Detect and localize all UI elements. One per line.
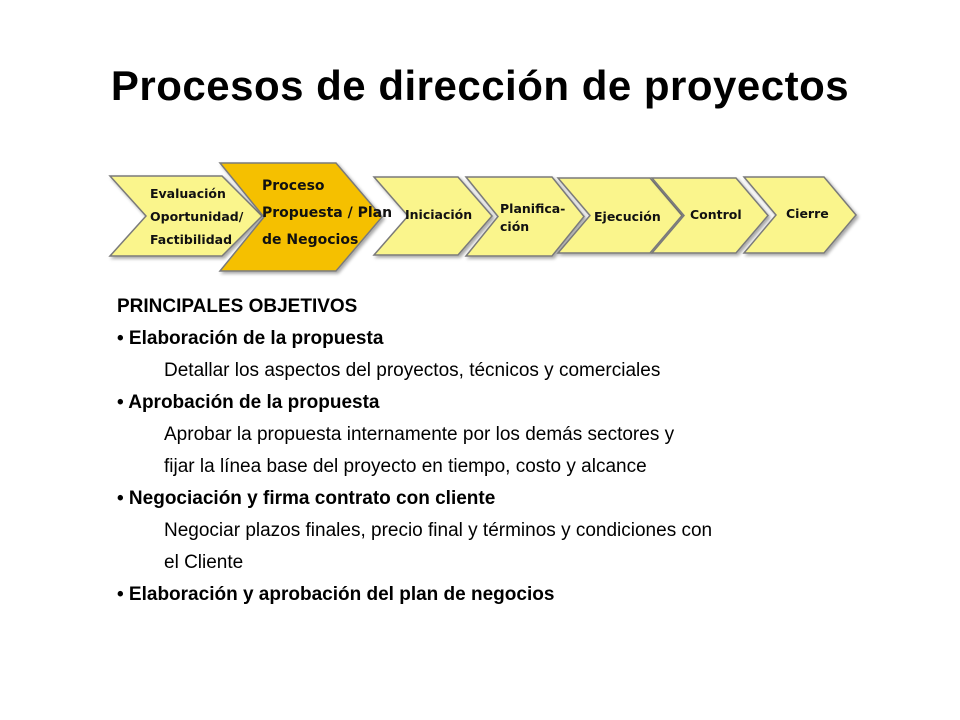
chevron-step-6-label: Control: [690, 207, 742, 222]
page-title: Procesos de dirección de proyectos: [110, 62, 850, 109]
chevron-step-2-label: de Negocios: [262, 232, 359, 248]
chevron-step-2-label: Proceso: [262, 178, 325, 194]
chevron-step-1-label: Factibilidad: [150, 232, 233, 247]
objective-item: [117, 579, 917, 611]
chevron-step-2-label: Propuesta / Plan: [262, 205, 393, 221]
objective-detail: fijar la línea base del proyecto en tiempo, costo y alcance: [164, 456, 647, 477]
objective-item: [117, 387, 917, 483]
objective-title: • Elaboración y aprobación del plan de negocios: [117, 584, 555, 605]
objective-detail: Detallar los aspectos del proyectos, técnicos y comerciales: [164, 360, 661, 381]
objective-title: • Negociación y firma contrato con cliente: [117, 488, 496, 509]
objective-detail: Aprobar la propuesta internamente por los demás sectores y: [164, 424, 675, 445]
chevron-step-1-label: Oportunidad/: [150, 209, 244, 224]
objectives-section: [117, 291, 917, 611]
objective-detail: el Cliente: [164, 552, 244, 573]
objective-title: • Aprobación de la propuesta: [117, 392, 380, 413]
objective-item: [117, 323, 917, 387]
process-chevron-diagram: [0, 0, 960, 290]
objective-title: • Elaboración de la propuesta: [117, 328, 384, 349]
chevron-step-7-label: Cierre: [786, 206, 829, 221]
chevron-step-4-label: Planifica-: [500, 201, 566, 216]
chevron-step-1-label: Evaluación: [150, 186, 226, 201]
chevron-step-3-label: Iniciación: [405, 207, 473, 222]
chevron-step-4-label: ción: [500, 219, 530, 234]
objective-detail: Negociar plazos finales, precio final y términos y condiciones con: [164, 520, 713, 541]
objectives-heading: PRINCIPALES OBJETIVOS: [117, 296, 358, 317]
objectives-list: [117, 323, 917, 611]
chevron-step-5-label: Ejecución: [594, 209, 661, 224]
objective-item: [117, 483, 917, 579]
